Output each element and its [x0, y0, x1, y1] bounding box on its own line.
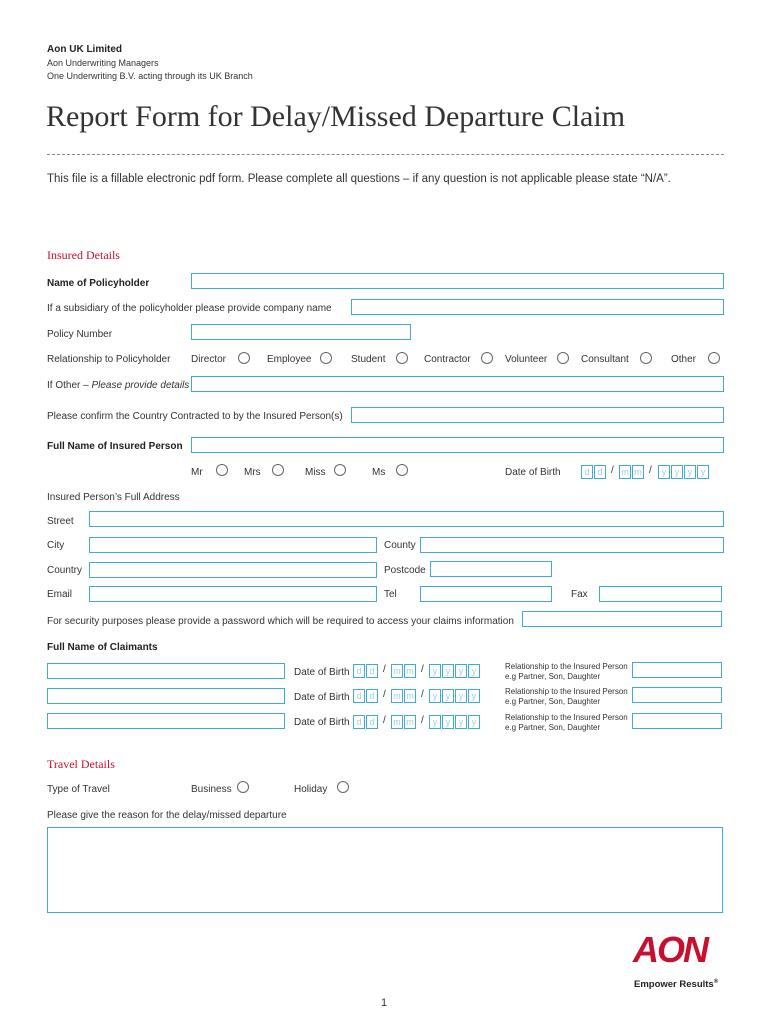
radio-mrs[interactable] — [272, 464, 284, 476]
title-divider — [47, 154, 724, 155]
full-name-label: Full Name of Insured Person — [47, 441, 183, 452]
c2-year-2[interactable]: y — [442, 689, 454, 703]
radio-student[interactable] — [396, 352, 408, 364]
insured-dob-label: Date of Birth — [505, 467, 561, 478]
county-label: County — [384, 540, 416, 551]
holiday-label: Holiday — [294, 784, 328, 795]
country-contracted-label: Please confirm the Country Contracted to by the Insured Person(s) — [47, 411, 343, 422]
subsidiary-input[interactable] — [351, 299, 724, 315]
policy-number-label: Policy Number — [47, 329, 113, 340]
radio-business[interactable] — [237, 781, 249, 793]
dob-day-2[interactable]: d — [594, 465, 606, 479]
c3-month-1[interactable]: m — [391, 715, 403, 729]
c3-year-3[interactable]: y — [455, 715, 467, 729]
c1-year-2[interactable]: y — [442, 664, 454, 678]
c3-month-2[interactable]: m — [404, 715, 416, 729]
option-director-label: Director — [191, 354, 227, 365]
postcode-input[interactable] — [430, 561, 552, 577]
policyholder-input[interactable] — [191, 273, 724, 289]
tel-label: Tel — [384, 589, 397, 600]
aon-logo: AON — [633, 929, 707, 970]
street-input[interactable] — [89, 511, 724, 527]
if-other-prefix: If Other – — [47, 380, 92, 391]
option-other-label: Other — [671, 354, 697, 365]
intro-text: This file is a fillable electronic pdf form. Please complete all questions – if any question is not applicable please state “N/A”. — [47, 173, 671, 185]
radio-director[interactable] — [238, 352, 250, 364]
full-name-input[interactable] — [191, 437, 724, 453]
c1-day-2[interactable]: d — [366, 664, 378, 678]
claimant-3-rel-label: Relationship to the Insured Person — [505, 713, 628, 722]
radio-volunteer[interactable] — [557, 352, 569, 364]
country-input[interactable] — [89, 562, 377, 578]
claimant-2-rel-input[interactable] — [632, 687, 722, 703]
tagline-text: Empower Results — [634, 979, 714, 991]
section-travel-details: Travel Details — [47, 757, 115, 771]
title-mr-label: Mr — [191, 467, 203, 478]
subsidiary-label: If a subsidiary of the policyholder please provide company name — [47, 303, 332, 314]
option-employee-label: Employee — [267, 354, 312, 365]
claimant-1-dob-label: Date of Birth — [294, 667, 350, 678]
claimant-2-rel-hint: e.g Partner, Son, Daughter — [505, 697, 601, 706]
c1-year-3[interactable]: y — [455, 664, 467, 678]
c1-year-4[interactable]: y — [468, 664, 480, 678]
page-title: Report Form for Delay/Missed Departure Claim — [46, 100, 626, 133]
title-miss-label: Miss — [305, 467, 326, 478]
radio-miss[interactable] — [334, 464, 346, 476]
fax-label: Fax — [571, 589, 588, 600]
c3-year-4[interactable]: y — [468, 715, 480, 729]
c2-month-1[interactable]: m — [391, 689, 403, 703]
option-student-label: Student — [351, 354, 386, 365]
dob-sep-2: / — [649, 465, 652, 476]
password-input[interactable] — [522, 611, 722, 627]
street-label: Street — [47, 516, 74, 527]
radio-ms[interactable] — [396, 464, 408, 476]
claimant-3-name-input[interactable] — [47, 713, 285, 729]
claimant-1-rel-input[interactable] — [632, 662, 722, 678]
if-other-input[interactable] — [191, 376, 724, 392]
claimants-heading: Full Name of Claimants — [47, 642, 158, 653]
c3-sep-1: / — [383, 715, 386, 726]
dob-sep-1: / — [611, 465, 614, 476]
reason-textarea[interactable] — [47, 827, 723, 913]
dob-day-1[interactable]: d — [581, 465, 593, 479]
business-label: Business — [191, 784, 232, 795]
dob-month-1[interactable]: m — [619, 465, 631, 479]
claimant-3-rel-input[interactable] — [632, 713, 722, 729]
company-name: Aon UK Limited — [47, 44, 122, 55]
address-label: Insured Person’s Full Address — [47, 492, 180, 503]
country-contracted-input[interactable] — [351, 407, 724, 423]
c2-year-3[interactable]: y — [455, 689, 467, 703]
title-ms-label: Ms — [372, 467, 386, 478]
relationship-label: Relationship to Policyholder — [47, 354, 171, 365]
radio-mr[interactable] — [216, 464, 228, 476]
section-insured-details: Insured Details — [47, 248, 120, 262]
c1-month-2[interactable]: m — [404, 664, 416, 678]
city-input[interactable] — [89, 537, 377, 553]
dob-year-3[interactable]: y — [684, 465, 696, 479]
postcode-label: Postcode — [384, 565, 426, 576]
option-volunteer-label: Volunteer — [505, 354, 548, 365]
c3-year-1[interactable]: y — [429, 715, 441, 729]
tagline — [634, 976, 718, 991]
header-line-3: One Underwriting B.V. acting through its UK Branch — [47, 71, 253, 81]
tagline-reg: ® — [713, 979, 719, 985]
county-input[interactable] — [420, 537, 724, 553]
claimant-2-rel-label: Relationship to the Insured Person — [505, 687, 628, 696]
c2-day-1[interactable]: d — [353, 689, 365, 703]
type-of-travel-label: Type of Travel — [47, 784, 110, 795]
c3-day-2[interactable]: d — [366, 715, 378, 729]
email-input[interactable] — [89, 586, 377, 602]
c1-month-1[interactable]: m — [391, 664, 403, 678]
c3-day-1[interactable]: d — [353, 715, 365, 729]
c2-day-2[interactable]: d — [366, 689, 378, 703]
option-contractor-label: Contractor — [424, 354, 471, 365]
country-label: Country — [47, 565, 83, 576]
c1-sep-2: / — [421, 664, 424, 675]
claimant-1-rel-hint: e.g Partner, Son, Daughter — [505, 672, 601, 681]
radio-consultant[interactable] — [640, 352, 652, 364]
c3-year-2[interactable]: y — [442, 715, 454, 729]
c1-sep-1: / — [383, 664, 386, 675]
fax-input[interactable] — [599, 586, 722, 602]
claimant-2-dob-label: Date of Birth — [294, 692, 350, 703]
dob-year-2[interactable]: y — [671, 465, 683, 479]
title-mrs-label: Mrs — [244, 467, 261, 478]
if-other-italic: Please provide details — [91, 380, 190, 391]
claimant-1-name-input[interactable] — [47, 663, 285, 679]
c1-year-1[interactable]: y — [429, 664, 441, 678]
c3-sep-2: / — [421, 715, 424, 726]
email-label: Email — [47, 589, 73, 600]
radio-holiday[interactable] — [337, 781, 349, 793]
claimant-2-name-input[interactable] — [47, 688, 285, 704]
city-label: City — [47, 540, 65, 551]
tel-input[interactable] — [420, 586, 552, 602]
policy-number-input[interactable] — [191, 324, 411, 340]
c2-year-1[interactable]: y — [429, 689, 441, 703]
radio-employee[interactable] — [320, 352, 332, 364]
c2-sep-2: / — [421, 689, 424, 700]
dob-year-1[interactable]: y — [658, 465, 670, 479]
c2-year-4[interactable]: y — [468, 689, 480, 703]
claimant-3-dob-label: Date of Birth — [294, 717, 350, 728]
reason-label: Please give the reason for the delay/missed departure — [47, 810, 287, 821]
dob-year-4[interactable]: y — [697, 465, 709, 479]
radio-contractor[interactable] — [481, 352, 493, 364]
password-label: For security purposes please provide a password which will be required to access your claims information — [47, 616, 514, 627]
option-consultant-label: Consultant — [581, 354, 629, 365]
page-number: 1 — [381, 997, 388, 1009]
claimant-1-rel-label: Relationship to the Insured Person — [505, 662, 628, 671]
c1-day-1[interactable]: d — [353, 664, 365, 678]
if-other-label — [47, 380, 189, 392]
header-line-2: Aon Underwriting Managers — [47, 58, 159, 68]
policyholder-label: Name of Policyholder — [47, 278, 150, 289]
claimant-3-rel-hint: e.g Partner, Son, Daughter — [505, 723, 601, 732]
radio-other[interactable] — [708, 352, 720, 364]
c2-sep-1: / — [383, 689, 386, 700]
c2-month-2[interactable]: m — [404, 689, 416, 703]
dob-month-2[interactable]: m — [632, 465, 644, 479]
